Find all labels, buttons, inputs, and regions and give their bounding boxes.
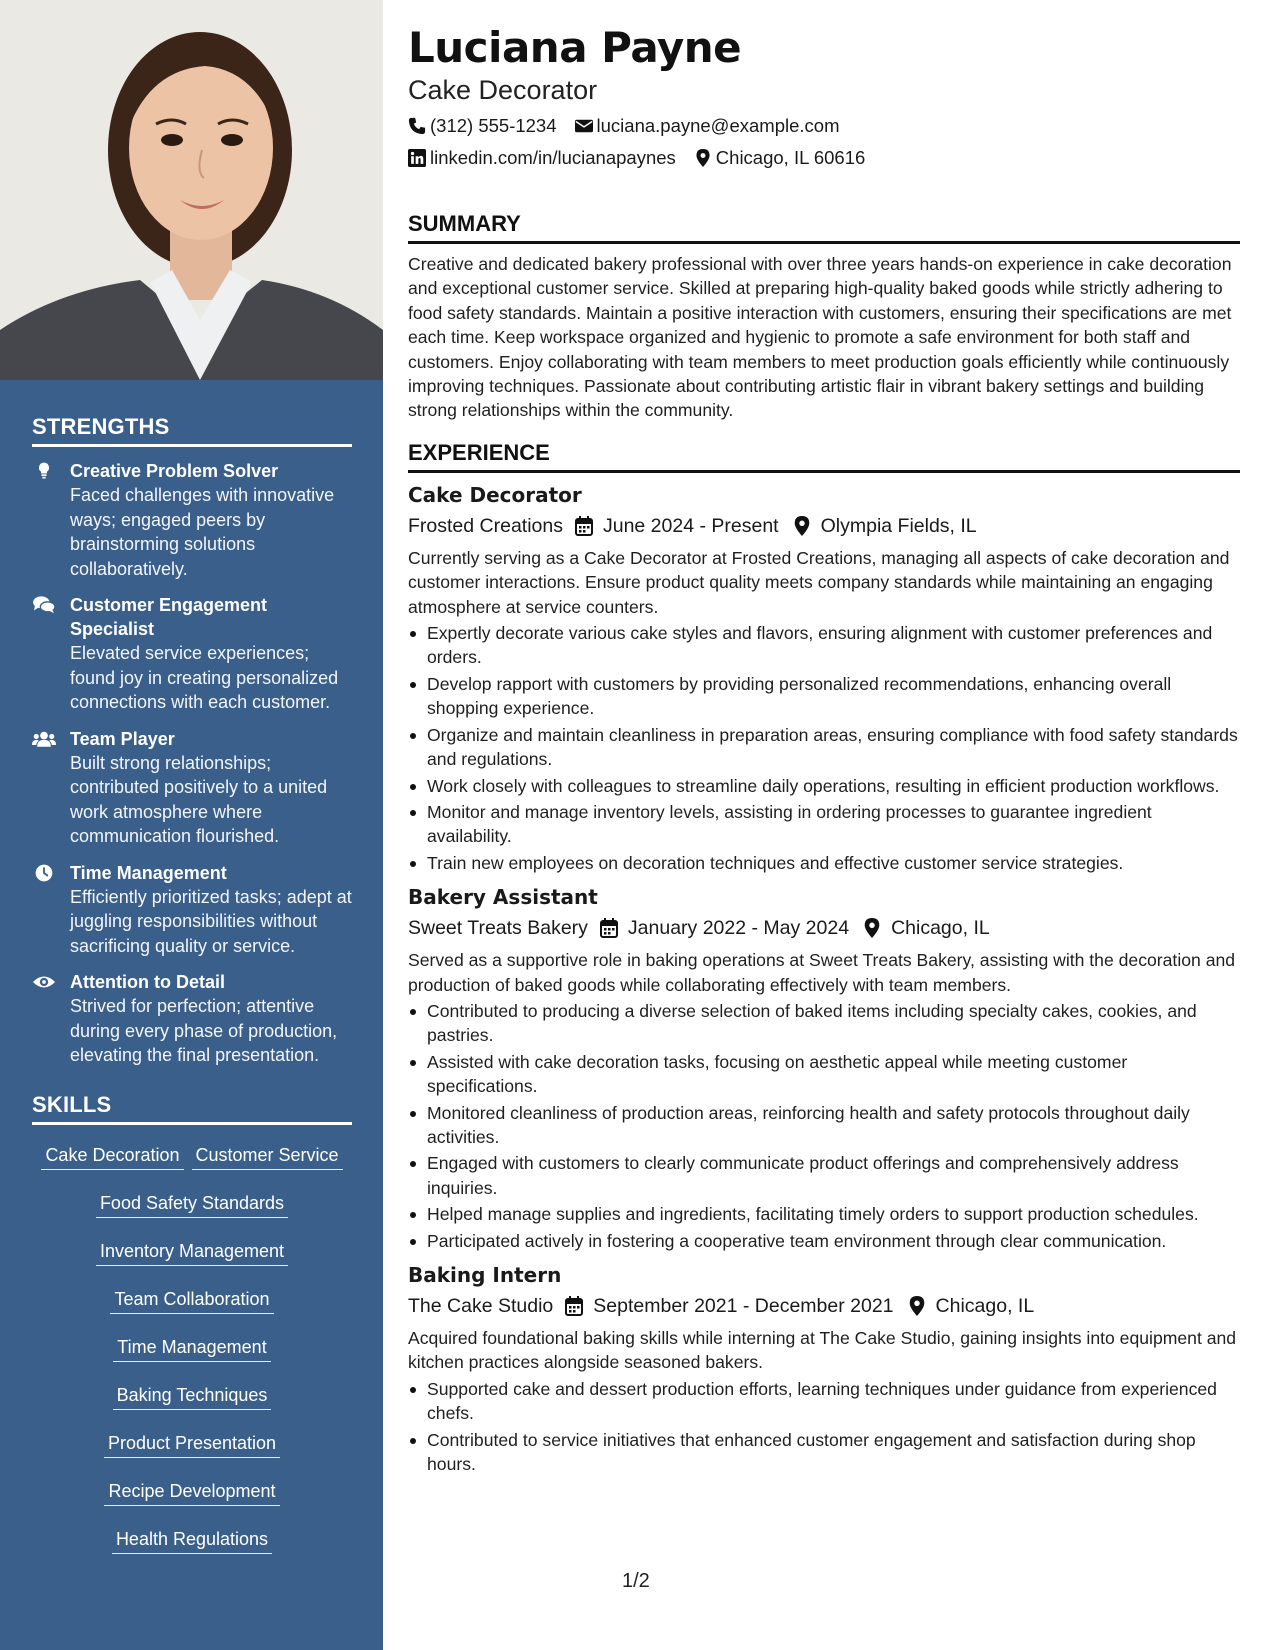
map-pin-icon	[694, 149, 712, 167]
strength-title: Creative Problem Solver	[70, 461, 279, 481]
strength-title: Time Management	[70, 862, 227, 883]
job-description: Acquired foundational baking skills while interning at The Cake Studio, gaining insights into equipment and kitchen practices alongside seasoned bakers.	[408, 1328, 1237, 1373]
job-bullet: Contributed to service initiatives that enhanced customer engagement and satisfaction during shop hours.	[408, 1428, 1240, 1477]
strength-item	[32, 970, 352, 1068]
job-bullet: Monitor and manage inventory levels, assisting in ordering processes to guarantee ingredient availability.	[408, 800, 1240, 849]
strength-desc: Strived for perfection; attentive during every phase of production, elevating the final presentation.	[70, 996, 338, 1065]
clock-icon	[32, 863, 56, 883]
phone-icon	[408, 117, 426, 135]
calendar-icon	[565, 1296, 583, 1316]
job-dates: June 2024 - Present	[602, 514, 779, 537]
job-dates: September 2021 - December 2021	[593, 1295, 894, 1317]
contact-email[interactable]	[575, 114, 840, 138]
strength-desc: Built strong relationships; contributed positively to a united work atmosphere where communication flourished.	[70, 752, 328, 846]
job-entry	[408, 481, 1240, 875]
job-company: Sweet Treats Bakery	[408, 917, 588, 940]
job-bullets	[408, 621, 1240, 875]
job-meta	[408, 914, 1240, 942]
skill-tag: Inventory Management	[96, 1239, 288, 1266]
map-pin-icon	[908, 1296, 926, 1316]
job-bullet: Organize and maintain cleanliness in preparation areas, ensuring compliance with food safety standards and regulations.	[408, 723, 1240, 772]
job-bullet: Helped manage supplies and ingredients, facilitating timely orders to support production schedules.	[408, 1202, 1240, 1226]
email-text: luciana.payne@example.com	[596, 115, 840, 136]
job-bullet: Monitored cleanliness of production areas, reinforcing health and safety protocols throughout daily activities.	[408, 1101, 1240, 1150]
job-bullet: Train new employees on decoration techniques and effective customer service strategies.	[408, 851, 1240, 875]
candidate-name: Luciana Payne	[408, 23, 742, 72]
strength-item	[32, 861, 352, 959]
skill-tag: Food Safety Standards	[96, 1191, 288, 1218]
skill-tag: Health Regulations	[112, 1527, 272, 1554]
candidate-role: Cake Decorator	[408, 75, 598, 105]
strength-desc: Elevated service experiences; found joy in creating personalized connections with each customer.	[70, 643, 339, 712]
skills-heading: SKILLS	[32, 1092, 352, 1125]
location-text: Chicago, IL 60616	[715, 147, 866, 168]
job-bullets	[408, 999, 1240, 1253]
skill-tag: Baking Techniques	[113, 1383, 272, 1410]
page-number: 1/2	[622, 1570, 650, 1592]
job-meta	[408, 512, 1240, 540]
strength-title: Attention to Detail	[70, 972, 225, 992]
linkedin-text: linkedin.com/in/lucianapaynes	[430, 147, 676, 168]
job-bullet: Engaged with customers to clearly communicate product offerings and comprehensively address inquiries.	[408, 1151, 1240, 1200]
profile-photo	[0, 0, 383, 380]
job-bullet: Work closely with colleagues to streamline daily operations, resulting in efficient production workflows.	[408, 774, 1240, 798]
job-meta	[408, 1292, 1240, 1320]
calendar-icon	[575, 516, 593, 536]
skill-tag: Cake Decoration	[41, 1143, 183, 1170]
map-pin-icon	[793, 516, 811, 536]
skill-tag: Recipe Development	[104, 1479, 279, 1506]
skill-tag: Customer Service	[192, 1143, 343, 1170]
contact-location	[694, 146, 865, 170]
job-location: Chicago, IL	[935, 1295, 1035, 1317]
contact-phone[interactable]	[408, 114, 557, 138]
main-content	[408, 22, 1240, 1478]
sidebar	[0, 0, 383, 1650]
strength-desc: Faced challenges with innovative ways; engaged peers by brainstorming solutions collaboratively.	[70, 485, 335, 579]
job-company: Frosted Creations	[408, 514, 563, 537]
linkedin-icon	[408, 149, 426, 167]
job-description: Currently serving as a Cake Decorator at Frosted Creations, managing all aspects of cake decoration and customer interactions. Ensure product quality meets company standards while maintaining an engaging atmosphere at service counters.	[408, 547, 1230, 617]
job-entry	[408, 1261, 1240, 1476]
strength-item	[32, 593, 352, 715]
comments-icon	[32, 595, 56, 615]
strengths-heading: STRENGTHS	[32, 414, 352, 447]
job-bullet: Expertly decorate various cake styles and flavors, ensuring alignment with customer preferences and orders.	[408, 621, 1240, 670]
strength-item	[32, 459, 352, 581]
job-location: Olympia Fields, IL	[820, 514, 977, 537]
job-bullet: Participated actively in fostering a cooperative team environment through clear communication.	[408, 1229, 1240, 1253]
job-dates: January 2022 - May 2024	[627, 917, 850, 940]
job-title: Bakery Assistant	[408, 885, 598, 910]
experience-heading: EXPERIENCE	[408, 439, 1240, 473]
map-pin-icon	[863, 918, 881, 938]
summary-text: Creative and dedicated bakery professional with over three years hands-on experience in cake decoration and exceptional customer service. Skilled at preparing high-quality baked goods while strictly adhering to food safety standards. Maintain a positive interaction with customers, ensuring their specifications are met each time. Keep workspace organized and hygienic to promote a safe environment for both staff and customers. Enjoy collaborating with team members to meet production goals efficiently while continuously improving techniques. Passionate about contributing artistic flair in vibrant bakery settings and building strong relationships within the community.	[408, 254, 1232, 421]
envelope-icon	[575, 117, 593, 135]
job-entry	[408, 883, 1240, 1253]
calendar-icon	[600, 918, 618, 938]
summary-heading: SUMMARY	[408, 210, 1240, 244]
skills-list	[32, 1139, 352, 1571]
users-icon	[32, 729, 56, 749]
job-bullet: Develop rapport with customers by providing personalized recommendations, enhancing overall shopping experience.	[408, 672, 1240, 721]
strength-item	[32, 727, 352, 849]
skill-tag: Team Collaboration	[110, 1287, 273, 1314]
strength-title: Customer Engagement Specialist	[70, 595, 268, 639]
job-bullet: Assisted with cake decoration tasks, focusing on aesthetic appeal while meeting customer specifications.	[408, 1050, 1240, 1099]
skill-tag: Product Presentation	[104, 1431, 280, 1458]
job-title: Cake Decorator	[408, 482, 582, 507]
contact-linkedin[interactable]	[408, 146, 676, 170]
contact-line	[408, 114, 1240, 138]
strength-title: Team Player	[70, 728, 175, 749]
job-description: Served as a supportive role in baking operations at Sweet Treats Bakery, assisting with the decoration and production of baked goods while collaborating effectively with team members.	[408, 950, 1236, 995]
job-bullets	[408, 1377, 1240, 1477]
job-bullet: Contributed to producing a diverse selection of baked items including specialty cakes, cookies, and pastries.	[408, 999, 1240, 1048]
job-location: Chicago, IL	[891, 917, 990, 940]
phone-text: (312) 555-1234	[430, 115, 557, 136]
job-company: The Cake Studio	[408, 1295, 554, 1317]
job-title: Baking Intern	[408, 1263, 562, 1287]
job-bullet: Supported cake and dessert production efforts, learning techniques under guidance from experienced chefs.	[408, 1377, 1240, 1426]
skill-tag: Time Management	[113, 1335, 270, 1362]
contact-line	[408, 146, 1240, 170]
eye-icon	[32, 972, 56, 992]
lightbulb-icon	[32, 461, 56, 481]
strength-desc: Efficiently prioritized tasks; adept at juggling responsibilities without sacrificing quality or service.	[70, 886, 352, 956]
